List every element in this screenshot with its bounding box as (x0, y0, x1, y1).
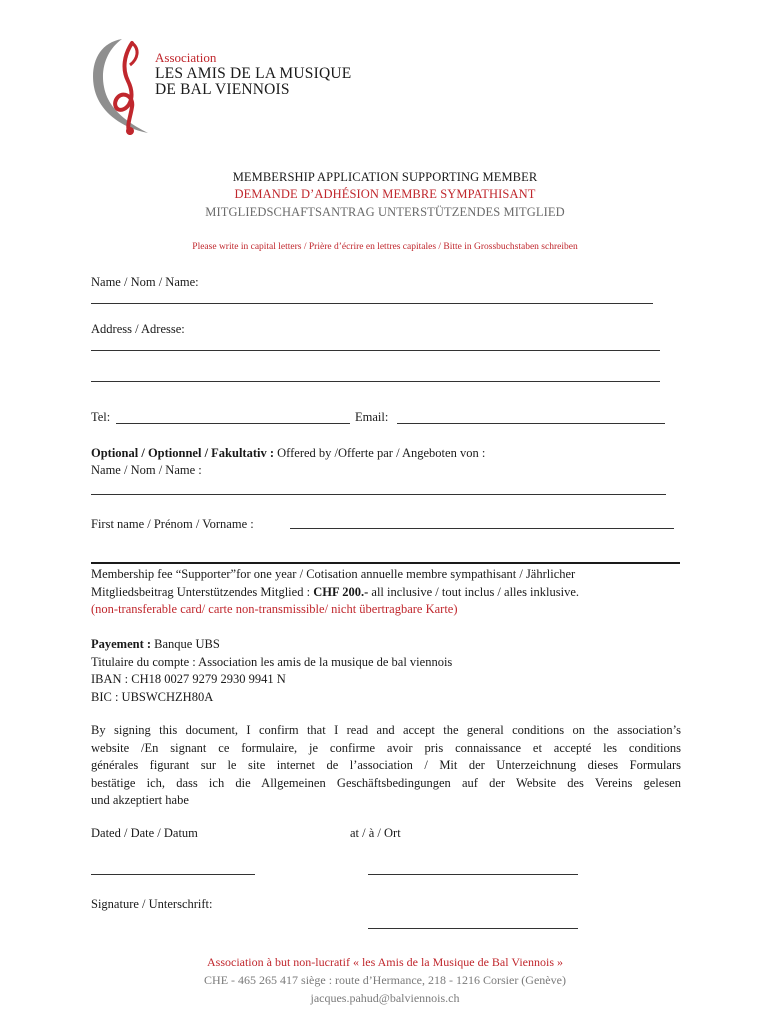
optional-label: Optional / Optionnel / Fakultativ : (91, 446, 275, 460)
consent-line5: und akzeptiert habe (91, 793, 189, 807)
offerer-name-input-line[interactable] (91, 494, 666, 495)
bic: BIC : UBSWCHZH80A (91, 689, 214, 704)
optional-line (91, 446, 485, 461)
payment-block (91, 636, 681, 706)
fee-amount: CHF 200.- (313, 584, 369, 599)
tel-label: Tel: (91, 410, 111, 424)
association-name-line2: DE BAL VIENNOIS (155, 81, 290, 98)
section-divider (91, 562, 680, 564)
date-label: Dated / Date / Datum (91, 826, 198, 840)
footer-association: Association à but non-lucratif « les Amis de la Musique de Bal Viennois » (206, 955, 563, 969)
first-name-label: First name / Prénom / Vorname : (91, 517, 254, 531)
fee-line1: Membership fee “Supporter”for one year / Cotisation annuelle membre sympathisant / Jährlicher (91, 567, 576, 581)
email-label: Email: (355, 410, 389, 424)
place-input-line[interactable] (368, 874, 578, 875)
payment-bank-line (91, 636, 681, 654)
email-input-line[interactable] (397, 423, 665, 424)
footer-address: CHE - 465 265 417 siège : route d’Hermance, 218 - 1216 Corsier (Genève) (204, 973, 566, 987)
account-holder: Titulaire du compte : Association les amis de la musique de bal viennois (91, 654, 453, 669)
date-input-line[interactable] (91, 874, 255, 875)
signature-input-line[interactable] (368, 928, 578, 929)
place-label: at / à / Ort (350, 826, 401, 840)
payment-label: Payement : (91, 637, 152, 651)
signature-label: Signature / Unterschrift: (91, 897, 213, 911)
capital-letters-instruction: Please write in capital letters / Prière d’écrire en lettres capitales / Bitte in Grossbuchstaben schreiben (192, 242, 578, 252)
first-name-input-line[interactable] (290, 528, 674, 529)
association-label: Association (155, 50, 217, 65)
name-input-line[interactable] (91, 303, 653, 304)
fee-line2-start: Mitgliedsbeitrag Unterstützendes Mitglied : (91, 584, 314, 599)
membership-fee-block (91, 566, 681, 619)
address-label: Address / Adresse: (91, 322, 185, 336)
iban: IBAN : CH18 0027 9279 2930 9941 N (91, 672, 286, 686)
offerer-name-label: Name / Nom / Name : (91, 463, 202, 477)
consent-line3: générales figurant sur le site internet de l’association / Mit der Unterzeichnung dieses Formulars (91, 758, 681, 772)
consent-line1: By signing this document, I confirm that I read and accept the general conditions on the association’s (91, 723, 681, 737)
fee-line2 (91, 584, 681, 602)
payment-bank: Banque UBS (151, 637, 220, 651)
consent-line2: website /En signant ce formulaire, je confirme avoir pris connaissance et accepté les conditions (91, 740, 681, 755)
address-input-line-1[interactable] (91, 350, 660, 351)
footer-email[interactable]: jacques.pahud@balviennois.ch (310, 991, 460, 1005)
title-english: MEMBERSHIP APPLICATION SUPPORTING MEMBER (232, 170, 538, 184)
name-label: Name / Nom / Name: (91, 275, 199, 289)
fee-line2-end: all inclusive / tout inclus / alles inklusive. (368, 584, 580, 599)
tel-input-line[interactable] (116, 423, 350, 424)
title-german: MITGLIEDSCHAFTSANTRAG UNTERSTÜTZENDES MITGLIED (205, 205, 565, 219)
fee-note: (non-transferable card/ carte non-transmissible/ nicht übertragbare Karte) (91, 602, 458, 616)
association-name-line1: LES AMIS DE LA MUSIQUE (155, 65, 352, 82)
offered-by-text: Offered by /Offerte par / Angeboten von : (274, 446, 486, 460)
title-french: DEMANDE D’ADHÉSION MEMBRE SYMPATHISANT (234, 187, 536, 201)
consent-line4: bestätige ich, dass ich die Allgemeinen Geschäftsbedingungen auf der Website des Vereins gelesen (91, 775, 681, 790)
consent-block (91, 722, 681, 810)
association-name (155, 66, 351, 98)
address-input-line-2[interactable] (91, 381, 660, 382)
